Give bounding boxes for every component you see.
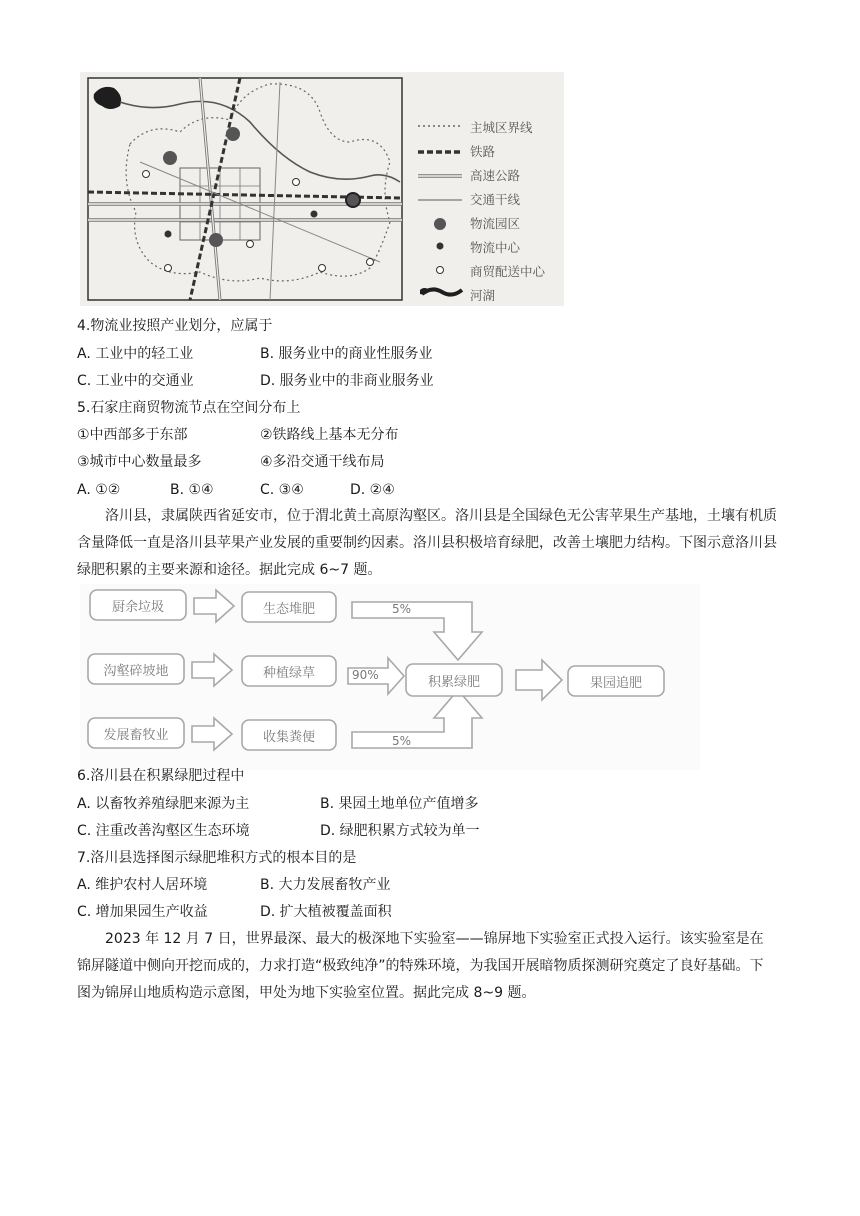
trade-center-marker bbox=[367, 259, 374, 266]
q7-option-c: C. 增加果园生产收益 bbox=[77, 904, 208, 920]
q6-option-b: B. 果园土地单位产值增多 bbox=[320, 796, 479, 812]
trade-center-marker bbox=[143, 171, 150, 178]
q7-option-a: A. 维护农村人居环境 bbox=[77, 877, 208, 893]
q5-option-b: B. ①④ bbox=[170, 482, 214, 498]
passage-jinping-lab: 2023 年 12 月 7 日，世界最深、最大的极深地下实验室——锦屏地下实验室正式投入运行。该实验室是在锦屏隧道中侧向开挖而成的，力求打造“极致纯净”的特殊环境，为我国开展暗物质探测研究奠定了良好基础。下图为锦屏山地质构造示意图，甲处为地下实验室位置。据此完成 8~9 题。 bbox=[77, 931, 764, 1001]
legend-highway: 高速公路 bbox=[470, 168, 521, 183]
question-6-stem: 6.洛川县在积累绿肥过程中 bbox=[77, 768, 245, 784]
q6-option-a: A. 以畜牧养殖绿肥来源为主 bbox=[77, 796, 250, 812]
question-5-stem: 5.石家庄商贸物流节点在空间分布上 bbox=[77, 400, 301, 416]
logistics-park-marker bbox=[163, 151, 177, 165]
city-logistics-map bbox=[80, 72, 564, 306]
q7-option-d: D. 扩大植被覆盖面积 bbox=[260, 904, 392, 920]
q5-option-c: C. ③④ bbox=[260, 482, 304, 498]
q4-option-d: D. 服务业中的非商业服务业 bbox=[260, 373, 434, 389]
flow-src-gully-slope: 沟壑碎坡地 bbox=[103, 664, 169, 679]
logistics-park-marker bbox=[226, 127, 240, 141]
logistics-park-marker bbox=[209, 233, 223, 247]
q5-statement-1: ①中西部多于东部 bbox=[77, 427, 188, 443]
flow-result: 果园追肥 bbox=[589, 676, 642, 691]
legend-city-boundary: 主城区界线 bbox=[470, 120, 533, 135]
flow-mid-compost: 生态堆肥 bbox=[262, 602, 315, 617]
flow-src-livestock: 发展畜牧业 bbox=[103, 728, 169, 743]
passage-luochuan: 洛川县，隶属陕西省延安市，位于渭北黄土高原沟壑区。洛川县是全国绿色无公害苹果生产基地，土壤有机质含量降低一直是洛川县苹果产业发展的重要制约因素。洛川县积极培育绿肥，改善土壤肥力结构。下图示意洛川县绿肥积累的主要来源和途径。据此完成 6~7 题。 bbox=[77, 508, 777, 578]
q4-option-c: C. 工业中的交通业 bbox=[77, 373, 194, 389]
logistics-park-marker bbox=[346, 193, 360, 207]
flow-mid-grass: 种植绿草 bbox=[262, 666, 315, 681]
flow-pct-top: 5% bbox=[392, 602, 412, 616]
q5-statement-3: ③城市中心数量最多 bbox=[77, 454, 202, 470]
legend-trunk-road: 交通干线 bbox=[470, 192, 521, 207]
legend-trade-center: 商贸配送中心 bbox=[470, 264, 546, 279]
city-boundary bbox=[126, 84, 390, 281]
question-4-stem: 4.物流业按照产业划分，应属于 bbox=[77, 318, 273, 334]
flow-pct-middle: 90% bbox=[352, 668, 379, 682]
green-manure-flow-diagram bbox=[80, 584, 700, 770]
lake-shape bbox=[94, 87, 121, 109]
q4-option-a: A. 工业中的轻工业 bbox=[77, 346, 194, 362]
flow-src-kitchen-waste: 厨余垃圾 bbox=[111, 600, 164, 615]
logistics-center-marker bbox=[165, 231, 172, 238]
legend-logistics-center: 物流中心 bbox=[470, 240, 521, 255]
trade-center-marker bbox=[293, 179, 300, 186]
q5-statement-4: ④多沿交通干线布局 bbox=[260, 454, 385, 470]
legend-railway: 铁路 bbox=[470, 144, 496, 159]
q5-option-a: A. ①② bbox=[77, 482, 121, 498]
logistics-center-marker bbox=[311, 211, 318, 218]
question-7-stem: 7.洛川县选择图示绿肥堆积方式的根本目的是 bbox=[77, 850, 357, 866]
trade-center-marker bbox=[165, 265, 172, 272]
trade-center-marker bbox=[319, 265, 326, 272]
flow-pct-bottom: 5% bbox=[392, 734, 412, 748]
legend-river-lake: 河湖 bbox=[470, 288, 496, 303]
map-legend bbox=[470, 116, 545, 308]
q4-option-b: B. 服务业中的商业性服务业 bbox=[260, 346, 433, 362]
q6-option-d: D. 绿肥积累方式较为单一 bbox=[320, 823, 480, 839]
legend-logistics-park: 物流园区 bbox=[470, 216, 521, 231]
q7-option-b: B. 大力发展畜牧产业 bbox=[260, 877, 391, 893]
q5-option-d: D. ②④ bbox=[350, 482, 395, 498]
flow-accumulate: 积累绿肥 bbox=[427, 675, 480, 690]
q6-option-c: C. 注重改善沟壑区生态环境 bbox=[77, 823, 250, 839]
q5-statement-2: ②铁路线上基本无分布 bbox=[260, 427, 399, 443]
flow-mid-manure: 收集粪便 bbox=[262, 730, 315, 745]
trade-center-marker bbox=[247, 241, 254, 248]
